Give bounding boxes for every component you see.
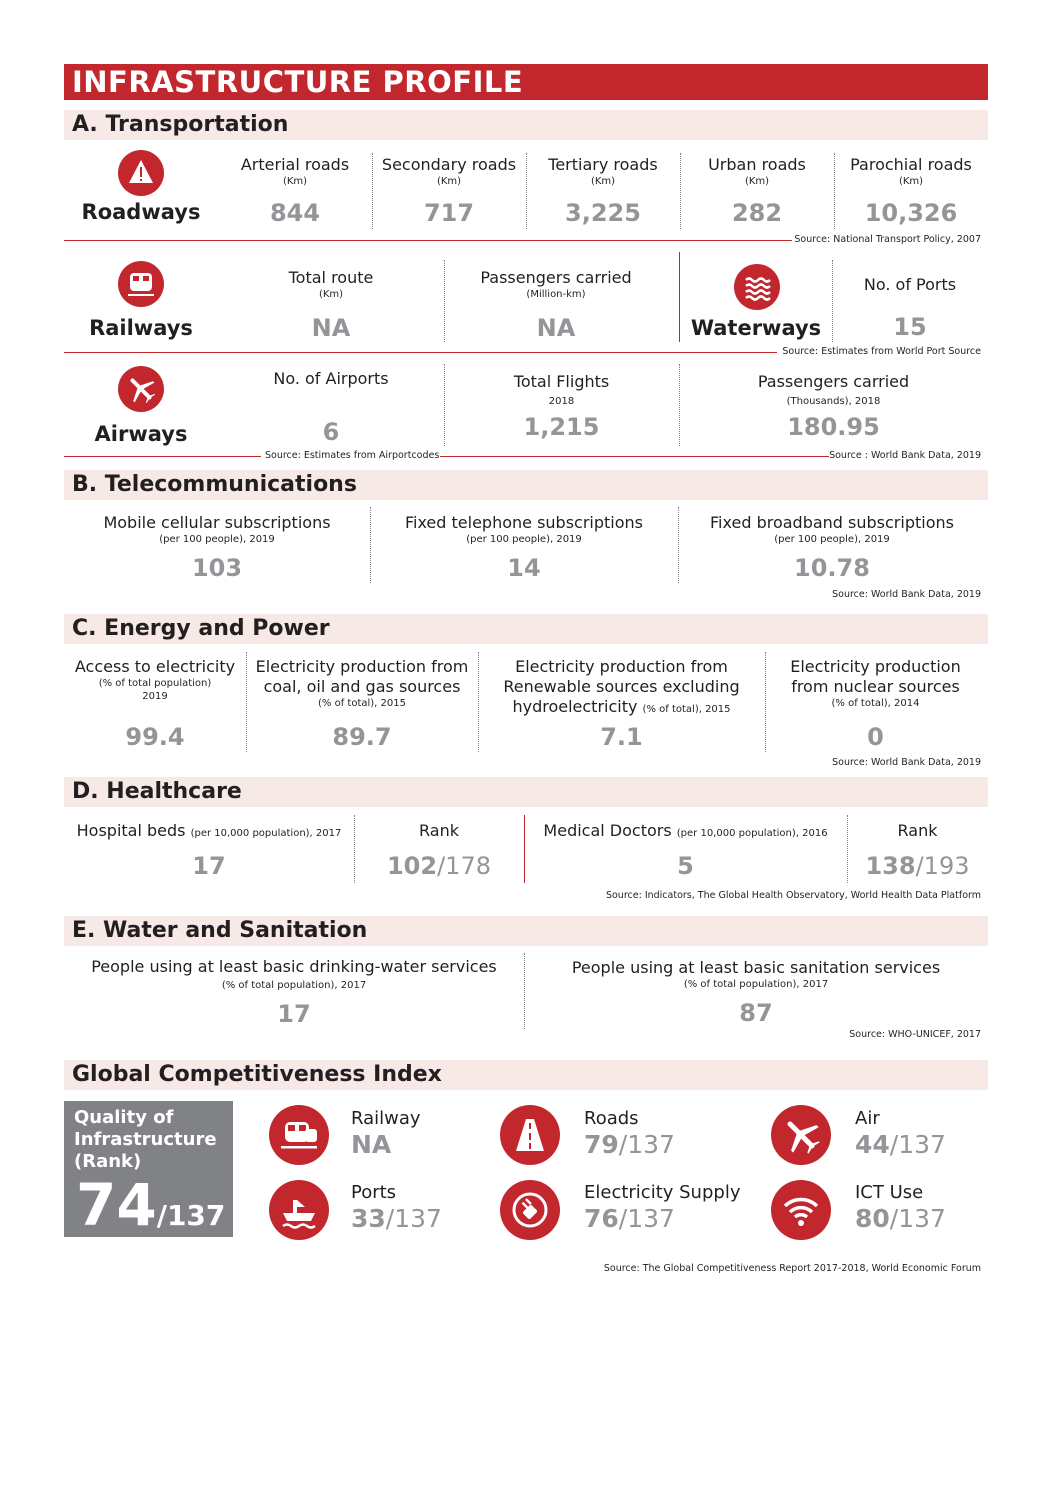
stat-value: 844 bbox=[269, 199, 321, 227]
gci-railway bbox=[351, 1108, 421, 1160]
stat-label: Electricity production from bbox=[255, 657, 469, 676]
stat-label: Total route bbox=[288, 268, 374, 287]
gci-label: Electricity Supply bbox=[584, 1182, 741, 1203]
energy-nuclear bbox=[765, 657, 986, 710]
section-telecommunications bbox=[64, 470, 988, 500]
source-note: Source: World Bank Data, 2019 bbox=[832, 589, 981, 600]
gci-rank-total: /137 bbox=[618, 1204, 675, 1233]
quality-rank-box bbox=[64, 1101, 233, 1237]
stat-unit: (% of total), 2014 bbox=[831, 698, 920, 709]
waves-icon bbox=[734, 264, 780, 310]
stat-unit: (Km) bbox=[744, 176, 770, 187]
gci-ports bbox=[351, 1182, 442, 1234]
stat-label: Tertiary roads bbox=[548, 155, 658, 174]
airway-airports bbox=[218, 369, 444, 446]
quality-title-line1: Quality of bbox=[74, 1107, 174, 1128]
mode-label-roadways: Roadways bbox=[81, 200, 201, 224]
gci-ict bbox=[855, 1182, 946, 1234]
section-heading: D. Healthcare bbox=[72, 779, 242, 804]
health-beds-label bbox=[64, 821, 354, 841]
divider bbox=[679, 252, 680, 342]
stat-label: Urban roads bbox=[708, 155, 806, 174]
title-banner bbox=[64, 64, 988, 100]
stat-value: 10,326 bbox=[864, 199, 958, 227]
stat-value: 14 bbox=[507, 554, 541, 582]
gci-rank-total: /137 bbox=[889, 1204, 946, 1233]
quality-title bbox=[74, 1107, 217, 1173]
stat-unit: (per 10,000 population), 2016 bbox=[676, 828, 828, 839]
stat-unit: (Million-km) bbox=[526, 289, 586, 300]
gci-rank-value: NA bbox=[351, 1130, 392, 1159]
stat-value: 7.1 bbox=[600, 723, 643, 751]
stat-unit: 2018 bbox=[548, 396, 575, 407]
gci-rank bbox=[584, 1204, 740, 1234]
section-energy bbox=[64, 614, 988, 644]
source-note: Source: Estimates from Airportcodes bbox=[265, 450, 440, 461]
stat-unit: (% of total population), 2017 bbox=[683, 979, 829, 990]
stat-unit: (Km) bbox=[282, 176, 308, 187]
gci-rank-value: 33 bbox=[351, 1204, 386, 1233]
train-icon bbox=[118, 261, 164, 307]
stat-value: 5 bbox=[677, 852, 694, 880]
stat-label: Fixed broadband subscriptions bbox=[710, 513, 954, 532]
gci-label: Ports bbox=[351, 1182, 397, 1203]
quality-rank bbox=[76, 1171, 226, 1250]
section-heading: Global Competitiveness Index bbox=[72, 1062, 442, 1087]
stat-rank bbox=[847, 852, 988, 880]
quality-title-line3: (Rank) bbox=[74, 1151, 142, 1172]
stat-label: Passengers carried bbox=[480, 268, 632, 287]
stat-label: Hospital beds bbox=[76, 821, 186, 840]
railway-total-route bbox=[218, 268, 444, 342]
mode-label-waterways: Waterways bbox=[690, 316, 822, 340]
gci-rank bbox=[351, 1130, 421, 1160]
page-title: INFRASTRUCTURE PROFILE bbox=[72, 65, 524, 99]
stat-value: 15 bbox=[893, 313, 927, 341]
stat-label-line2: Renewable sources excluding bbox=[503, 677, 740, 696]
gci-rank bbox=[855, 1130, 946, 1160]
railway-passengers bbox=[444, 268, 668, 342]
quality-rank-total: /137 bbox=[156, 1199, 226, 1232]
stat-unit: (Km) bbox=[590, 176, 616, 187]
gci-rank-value: 80 bbox=[855, 1204, 890, 1233]
stat-value: NA bbox=[311, 314, 351, 342]
road-icon bbox=[500, 1105, 560, 1165]
stat-value: 17 bbox=[277, 1000, 311, 1028]
gci-rank-value: 44 bbox=[855, 1130, 890, 1159]
gci-label: ICT Use bbox=[855, 1182, 924, 1203]
gci-rank-value: 79 bbox=[584, 1130, 619, 1159]
water-sanitation bbox=[524, 958, 988, 1027]
section-heading: A. Transportation bbox=[72, 112, 289, 137]
stat-value: 89.7 bbox=[332, 723, 392, 751]
separator bbox=[64, 456, 261, 457]
stat-label: People using at least basic drinking-water services bbox=[91, 957, 497, 976]
quality-rank-value: 74 bbox=[76, 1171, 157, 1239]
rank-value: 102 bbox=[386, 852, 438, 880]
stat-value: 717 bbox=[423, 199, 475, 227]
stat-unit: (Thousands), 2018 bbox=[786, 396, 881, 407]
stat-label: Medical Doctors bbox=[543, 821, 672, 840]
stat-unit: (Km) bbox=[318, 289, 344, 300]
stat-label: Access to electricity bbox=[74, 657, 236, 676]
gci-rank-total: /137 bbox=[618, 1130, 675, 1159]
stat-label: No. of Ports bbox=[863, 275, 957, 294]
telecom-broadband bbox=[678, 513, 986, 582]
source-note: Source: The Global Competitiveness Report 2017-2018, World Economic Forum bbox=[603, 1263, 981, 1274]
roadway-secondary bbox=[372, 155, 526, 227]
stat-unit: (Km) bbox=[436, 176, 462, 187]
stat-unit: (per 100 people), 2019 bbox=[466, 534, 582, 545]
gci-rank-value: 76 bbox=[584, 1204, 619, 1233]
stat-value: 10.78 bbox=[794, 554, 870, 582]
rank-label: Rank bbox=[897, 821, 938, 840]
stat-label: People using at least basic sanitation services bbox=[571, 958, 941, 977]
road-warning-icon bbox=[118, 150, 164, 196]
source-note: Source: Indicators, The Global Health Observatory, World Health Data Platform bbox=[605, 890, 981, 901]
section-heading: B. Telecommunications bbox=[72, 472, 357, 497]
telecom-mobile bbox=[64, 513, 370, 582]
gci-label: Roads bbox=[584, 1108, 639, 1129]
gci-rank bbox=[351, 1204, 442, 1234]
stat-label: Electricity production from bbox=[515, 657, 728, 676]
rank-value: 138 bbox=[865, 852, 916, 880]
stat-label: Total Flights bbox=[513, 372, 610, 391]
stat-unit: (% of total), 2015 bbox=[318, 698, 406, 709]
stat-label-line3 bbox=[478, 697, 765, 720]
stat-value: 17 bbox=[192, 852, 226, 880]
rank-total: /178 bbox=[437, 852, 491, 880]
mode-label-airways: Airways bbox=[94, 422, 188, 446]
gci-rank-total: /137 bbox=[385, 1204, 442, 1233]
airplane-icon bbox=[118, 366, 164, 412]
water-drinking bbox=[64, 957, 524, 1028]
gci-air bbox=[855, 1108, 946, 1160]
energy-access bbox=[64, 657, 246, 703]
airway-passengers bbox=[679, 372, 988, 441]
stat-value: NA bbox=[536, 314, 576, 342]
stat-value: 0 bbox=[867, 723, 884, 751]
stat-value: 99.4 bbox=[125, 723, 185, 751]
source-note: Source: WHO-UNICEF, 2017 bbox=[849, 1029, 981, 1040]
gci-rank bbox=[855, 1204, 946, 1234]
stat-label-line2: from nuclear sources bbox=[791, 677, 960, 696]
source-note: Source : World Bank Data, 2019 bbox=[829, 450, 981, 461]
gci-label: Air bbox=[855, 1108, 880, 1129]
source-note: Source: Estimates from World Port Source bbox=[782, 346, 981, 357]
train-icon bbox=[269, 1105, 329, 1165]
airway-flights bbox=[444, 372, 679, 441]
stat-value: 6 bbox=[322, 418, 340, 446]
stat-unit: (Km) bbox=[898, 176, 924, 187]
section-healthcare bbox=[64, 777, 988, 807]
stat-value: 87 bbox=[739, 999, 773, 1027]
mode-label-railways: Railways bbox=[89, 316, 193, 340]
stat-unit: (per 10,000 population), 2017 bbox=[190, 828, 342, 839]
stat-label: Arterial roads bbox=[240, 155, 350, 174]
stat-label-line2: coal, oil and gas sources bbox=[263, 677, 461, 696]
source-note: Source: World Bank Data, 2019 bbox=[832, 757, 981, 768]
section-gci bbox=[64, 1060, 988, 1090]
stat-value: 180.95 bbox=[787, 413, 880, 441]
telecom-fixed-telephone bbox=[370, 513, 678, 582]
gci-rank bbox=[584, 1130, 675, 1160]
stat-label: Mobile cellular subscriptions bbox=[103, 513, 331, 532]
waterway-ports bbox=[832, 275, 988, 341]
stat-unit: (% of total population) bbox=[98, 678, 212, 689]
stat-label: Parochial roads bbox=[850, 155, 972, 174]
energy-renewable bbox=[478, 657, 765, 720]
section-heading: C. Energy and Power bbox=[72, 616, 330, 641]
roadway-urban bbox=[680, 155, 834, 227]
gci-electricity bbox=[584, 1182, 740, 1234]
stat-unit: (% of total population), 2017 bbox=[221, 980, 367, 991]
stat-label: Fixed telephone subscriptions bbox=[404, 513, 644, 532]
stat-label: Electricity production bbox=[790, 657, 961, 676]
stat-value: 3,225 bbox=[565, 199, 641, 227]
quality-title-line2: Infrastructure bbox=[74, 1129, 217, 1150]
section-heading: E. Water and Sanitation bbox=[72, 918, 368, 943]
stat-unit: (per 100 people), 2019 bbox=[159, 534, 275, 545]
stat-unit: (per 100 people), 2019 bbox=[774, 534, 890, 545]
gci-roads bbox=[584, 1108, 675, 1160]
gci-label: Railway bbox=[351, 1108, 421, 1129]
stat-value: 103 bbox=[191, 554, 243, 582]
gci-rank-total: /137 bbox=[889, 1130, 946, 1159]
roadway-arterial bbox=[218, 155, 372, 227]
rank-total: /193 bbox=[915, 852, 970, 880]
stat-label: Secondary roads bbox=[381, 155, 517, 174]
airplane-icon bbox=[771, 1105, 831, 1165]
plug-icon bbox=[500, 1180, 560, 1240]
roadway-parochial bbox=[834, 155, 988, 227]
stat-unit-year: 2019 bbox=[142, 691, 168, 702]
separator bbox=[64, 240, 792, 241]
health-doctors-label bbox=[524, 821, 847, 841]
rank-label: Rank bbox=[419, 821, 459, 840]
stat-label-text: hydroelectricity bbox=[512, 697, 638, 716]
stat-unit: (% of total), 2015 bbox=[642, 704, 731, 715]
section-transportation bbox=[64, 110, 988, 140]
stat-rank bbox=[354, 852, 524, 880]
stat-value: 282 bbox=[731, 199, 783, 227]
section-water bbox=[64, 916, 988, 946]
wifi-icon bbox=[771, 1180, 831, 1240]
stat-value: 1,215 bbox=[523, 413, 600, 441]
roadway-tertiary bbox=[526, 155, 680, 227]
ship-icon bbox=[269, 1180, 329, 1240]
source-note: Source: National Transport Policy, 2007 bbox=[794, 234, 981, 245]
stat-label: Passengers carried bbox=[757, 372, 910, 391]
separator bbox=[440, 456, 829, 457]
separator bbox=[64, 352, 777, 353]
stat-label: No. of Airports bbox=[273, 369, 389, 388]
energy-fossil bbox=[246, 657, 478, 710]
